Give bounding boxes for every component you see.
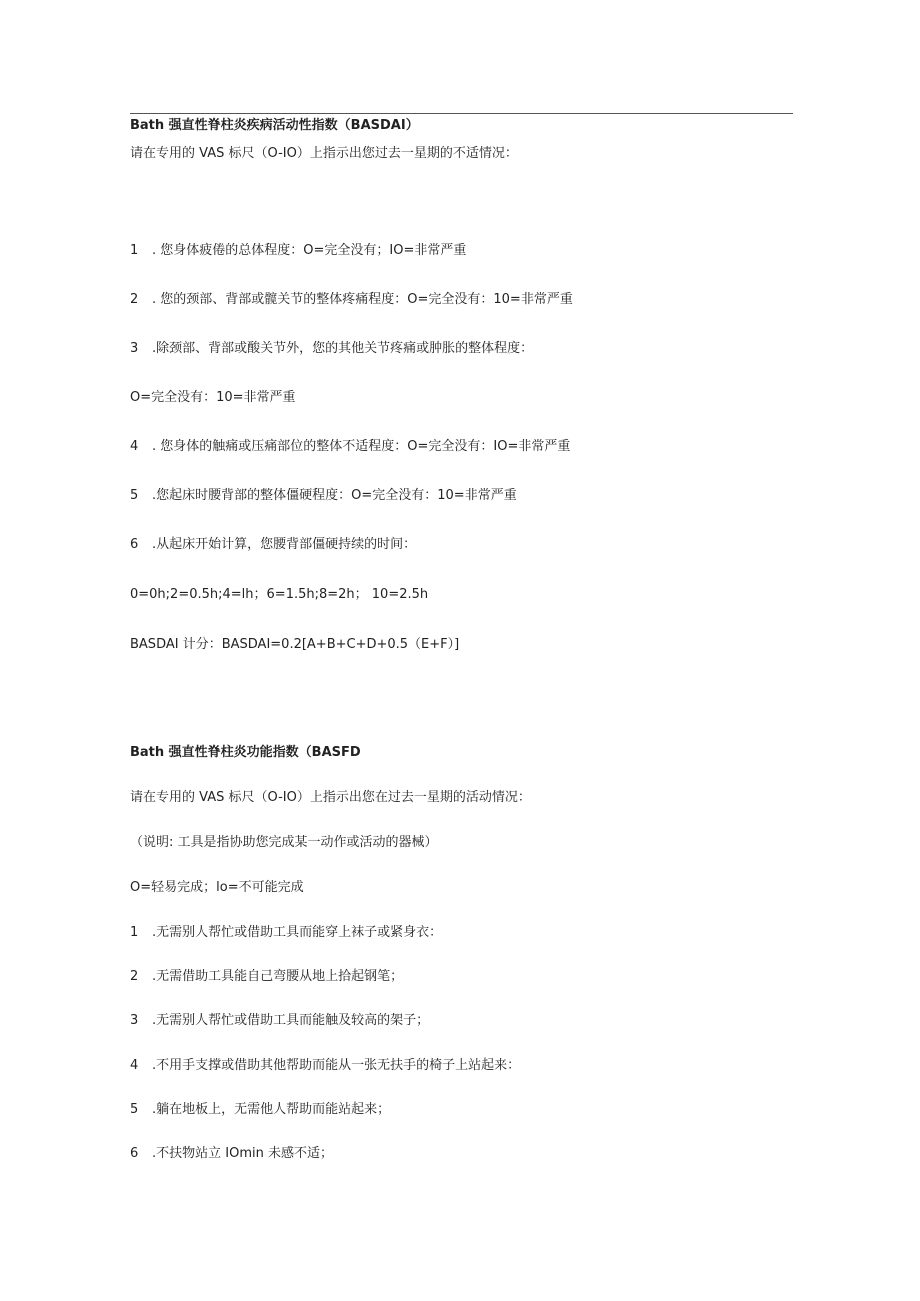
item-text: . 您身体疲倦的总体程度：O=完全没有；IO=非常严重: [152, 243, 467, 258]
basfi-item-6: [130, 1146, 333, 1162]
item-text: .除颈部、背部或酸关节外，您的其他关节疼痛或肿胀的整体程度：: [152, 341, 534, 356]
item-text: .从起床开始计算，您腰背部僵硬持续的时间：: [152, 537, 417, 552]
item-text: .躺在地板上，无需他人帮助而能站起来；: [152, 1102, 391, 1117]
basdai-score-formula: BASDAI 计分：BASDAI=0.2[A+B+C+D+0.5（E+F）]: [130, 637, 460, 652]
item-text: . 您的颈部、背部或髋关节的整体疼痛程度：O=完全没有：10=非常严重: [152, 292, 573, 307]
basfi-item-5: [130, 1102, 390, 1118]
basfi-note: （说明: 工具是指协助您完成某一动作或活动的器械）: [130, 835, 438, 850]
item-text: .不扶物站立 IOmin 未感不适；: [152, 1146, 333, 1161]
basdai-item-5: [130, 488, 517, 504]
basdai-item-2: [130, 292, 573, 308]
item-number: 1: [130, 925, 139, 940]
item-number: 2: [130, 292, 139, 307]
basdai-item-1: [130, 243, 466, 259]
item-text: .不用手支撑或借助其他帮助而能从一张无扶手的椅子上站起来：: [152, 1058, 521, 1073]
basdai-item-4: [130, 439, 570, 455]
basdai-item-3-scale: O=完全没有：10=非常严重: [130, 390, 296, 405]
item-text: .您起床时腰背部的整体僵硬程度：O=完全没有：10=非常严重: [152, 488, 517, 503]
item-text: .无需别人帮忙或借助工具而能穿上袜子或紧身衣：: [152, 925, 443, 940]
item-number: 1: [130, 243, 139, 258]
basfi-scale: O=轻易完成；lo=不可能完成: [130, 880, 304, 895]
basfi-title: Bath 强直性脊柱炎功能指数（BASFD: [130, 745, 361, 760]
item-number: 6: [130, 1146, 139, 1161]
basdai-item-6-scale: 0=0h;2=0.5h;4=lh；6=1.5h;8=2h； 10=2.5h: [130, 587, 429, 602]
basdai-item-6: [130, 537, 416, 553]
item-number: 2: [130, 969, 139, 984]
item-number: 4: [130, 1058, 139, 1073]
item-text: .无需别人帮忙或借助工具而能触及较高的架子；: [152, 1013, 430, 1028]
item-number: 6: [130, 537, 139, 552]
basdai-instruction: 请在专用的 VAS 标尺（O-IO）上指示出您过去一星期的不适情况：: [130, 146, 518, 161]
basfi-item-4: [130, 1058, 520, 1074]
item-text: . 您身体的触痛或压痛部位的整体不适程度：O=完全没有：IO=非常严重: [152, 439, 571, 454]
basfi-item-3: [130, 1013, 429, 1029]
basdai-item-3: [130, 341, 533, 357]
item-number: 5: [130, 488, 139, 503]
item-number: 3: [130, 1013, 139, 1028]
basdai-title: Bath 强直性脊柱炎疾病活动性指数（BASDAI）: [130, 118, 419, 133]
item-text: .无需借助工具能自己弯腰从地上拾起钢笔；: [152, 969, 404, 984]
top-rule: [130, 113, 793, 114]
item-number: 5: [130, 1102, 139, 1117]
basfi-instruction: 请在专用的 VAS 标尺（O-IO）上指示出您在过去一星期的活动情况：: [130, 790, 531, 805]
basfi-item-2: [130, 969, 403, 985]
item-number: 4: [130, 439, 139, 454]
basfi-item-1: [130, 925, 442, 941]
item-number: 3: [130, 341, 139, 356]
